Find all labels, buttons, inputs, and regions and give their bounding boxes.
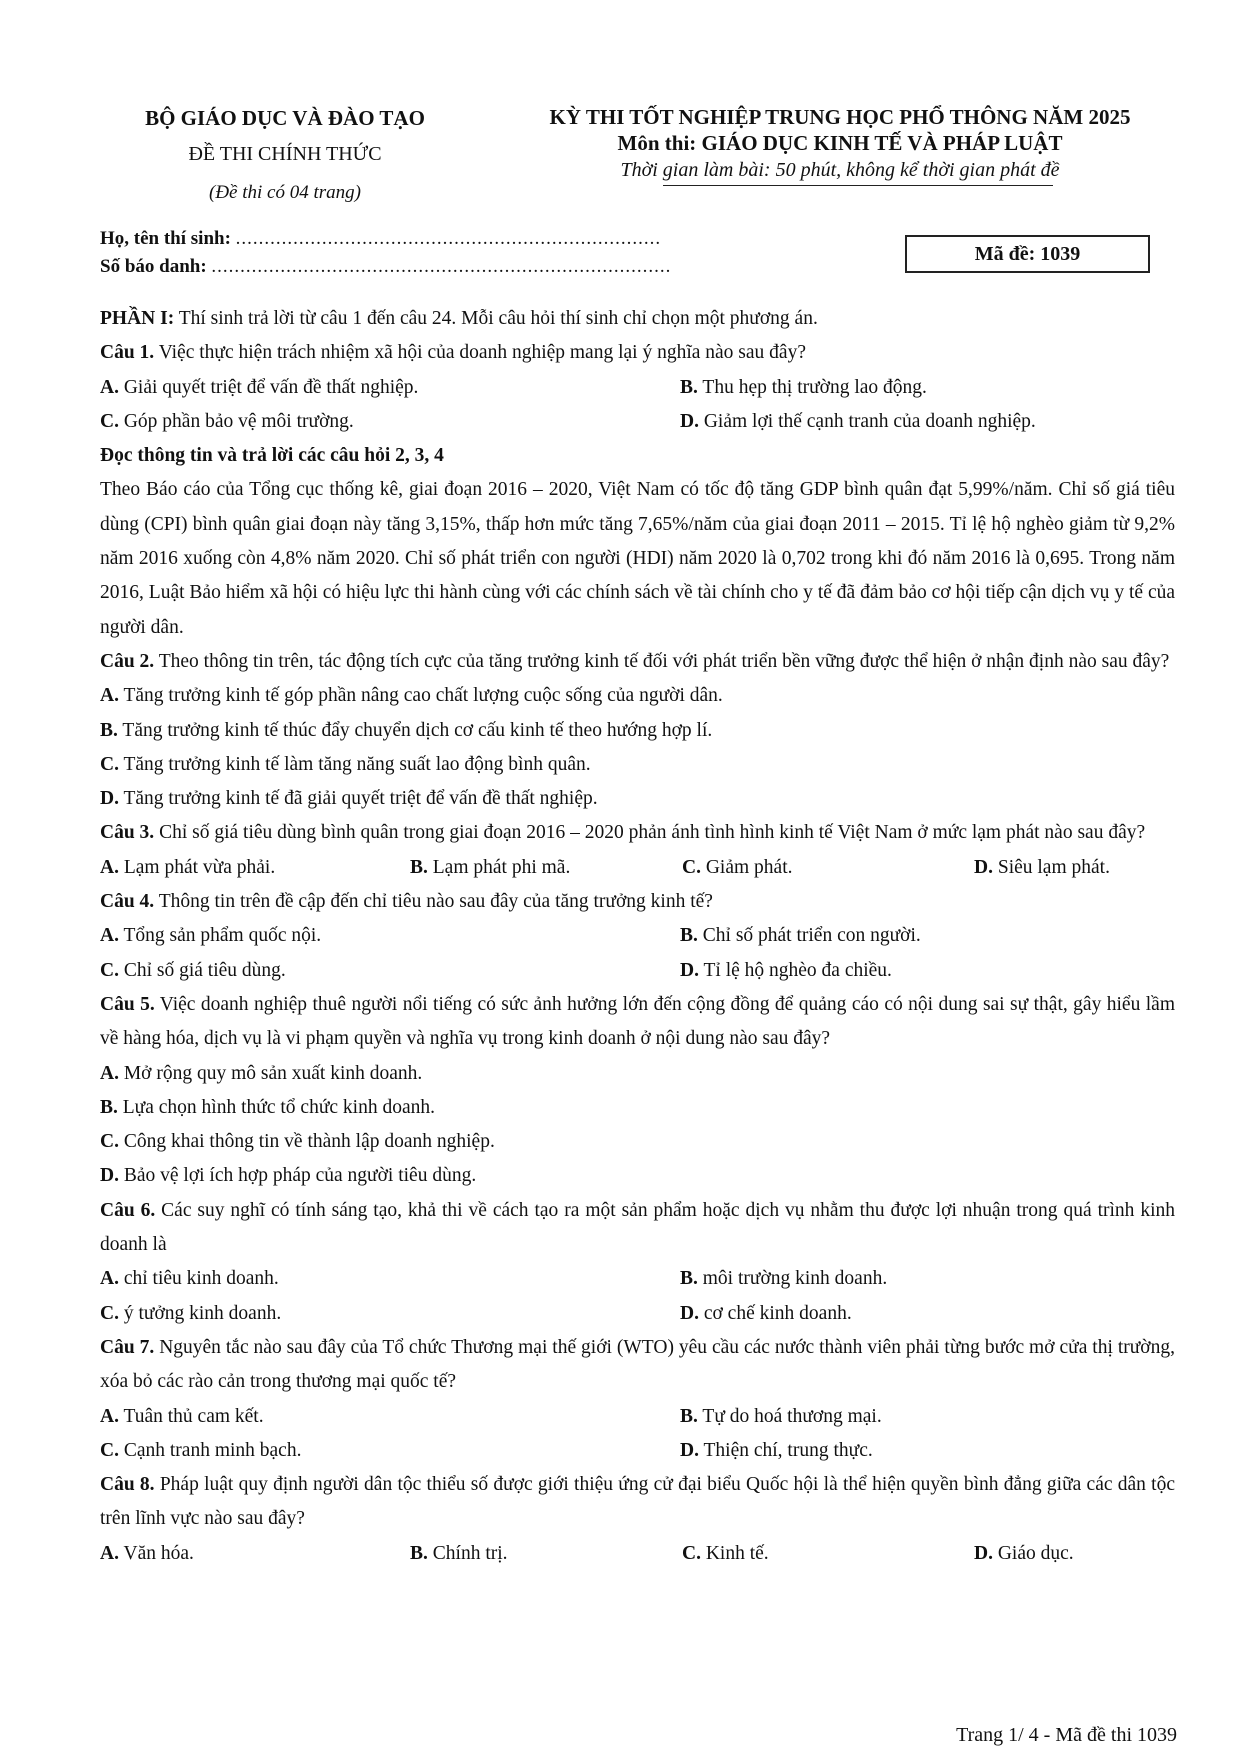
question-1-option-b xyxy=(680,371,927,405)
option-text: Thu hẹp thị trường lao động. xyxy=(697,376,927,398)
part1-label: PHẦN I: xyxy=(100,308,175,329)
option-text: Công khai thông tin về thành lập doanh nghiệp. xyxy=(118,1131,495,1153)
option-text: Tăng trưởng kinh tế đã giải quyết triệt để vấn đề thất nghiệp. xyxy=(118,788,598,810)
question-1-option-a xyxy=(100,371,680,405)
option-label: B. xyxy=(100,1096,118,1118)
option-label: A. xyxy=(100,376,119,398)
exam-code-box: Mã đề: 1039 xyxy=(905,235,1150,273)
question-5-option-a xyxy=(100,1057,1175,1091)
option-label: D. xyxy=(680,1439,699,1461)
option-label: D. xyxy=(100,1165,119,1187)
option-text: Tăng trưởng kinh tế làm tăng năng suất lao động bình quân. xyxy=(118,753,591,775)
question-1-option-c xyxy=(100,405,680,439)
option-label: D. xyxy=(974,1542,993,1564)
page-footer: Trang 1/ 4 - Mã đề thi 1039 xyxy=(956,1724,1177,1746)
question-1-option-d xyxy=(680,405,1036,439)
question-6-options-row-2 xyxy=(100,1297,1175,1331)
option-text: cơ chế kinh doanh. xyxy=(698,1302,852,1324)
option-text: Tổng sản phẩm quốc nội. xyxy=(118,925,322,947)
option-label: D. xyxy=(680,1302,699,1324)
question-5-text: Việc doanh nghiệp thuê người nổi tiếng có sức ảnh hưởng lớn đến cộng đồng để quảng cáo có nội dung sai sự thật, gây hiểu lầm về hàng hóa, dịch vụ là vi phạm quyền và nghĩa vụ trong kinh doanh ở nội dung nào sau đây? xyxy=(100,993,1175,1050)
question-8 xyxy=(100,1468,1175,1537)
candidate-id-line xyxy=(100,256,671,278)
option-text: Tăng trưởng kinh tế góp phần nâng cao chất lượng cuộc sống của người dân. xyxy=(118,685,723,707)
reading-passage: Theo Báo cáo của Tổng cục thống kê, giai đoạn 2016 – 2020, Việt Nam có tốc độ tăng GDP bình quân đạt 5,99%/năm. Chỉ số giá tiêu dùng (CPI) bình quân giai đoạn này tăng 3,15%, thấp hơn mức tăng 7,65%/năm của giai đoạn 2011 – 2015. Tỉ lệ hộ nghèo giảm từ 9,2% năm 2016 xuống còn 4,8% năm 2020. Chỉ số phát triển con người (HDI) năm 2020 là 0,702 trong khi đó năm 2016 là 0,695. Trong năm 2016, Luật Bảo hiểm xã hội có hiệu lực thi hành cùng với các chính sách về tài chính cho y tế đã đảm bảo cơ hội tiếp cận dịch vụ y tế của người dân. xyxy=(100,479,1175,638)
question-1-text: Việc thực hiện trách nhiệm xã hội của doanh nghiệp mang lại ý nghĩa nào sau đây? xyxy=(154,342,806,364)
question-2-option-c xyxy=(100,748,1175,782)
option-text: Văn hóa. xyxy=(118,1542,194,1564)
option-label: B. xyxy=(680,925,698,947)
option-text: Mở rộng quy mô sản xuất kinh doanh. xyxy=(118,1062,423,1084)
option-label: A. xyxy=(100,1268,119,1290)
option-label: C. xyxy=(100,1439,119,1461)
pages-note: (Đề thi có 04 trang) xyxy=(209,182,361,203)
question-4-options-row-1 xyxy=(100,919,1175,953)
option-label: C. xyxy=(682,1542,701,1564)
header-left xyxy=(100,104,470,206)
option-label: B. xyxy=(410,856,428,878)
question-1-options-row-2 xyxy=(100,405,1175,439)
question-7-option-c xyxy=(100,1434,680,1468)
question-7-options-row-2 xyxy=(100,1434,1175,1468)
option-text: Thiện chí, trung thực. xyxy=(698,1439,873,1461)
option-text: Chính trị. xyxy=(427,1542,508,1564)
option-text: Kinh tế. xyxy=(700,1542,769,1564)
option-text: môi trường kinh doanh. xyxy=(697,1268,888,1290)
option-label: D. xyxy=(974,856,993,878)
question-6 xyxy=(100,1194,1175,1263)
option-label: C. xyxy=(100,1131,119,1153)
question-3-text: Chỉ số giá tiêu dùng bình quân trong giai đoạn 2016 – 2020 phản ánh tình hình kinh tế Việt Nam ở mức lạm phát nào sau đây? xyxy=(154,822,1146,844)
question-6-options-row-1 xyxy=(100,1262,1175,1296)
option-text: Lạm phát vừa phải. xyxy=(118,856,276,878)
option-label: D. xyxy=(680,959,699,981)
candidate-name-line xyxy=(100,228,661,250)
option-text: ý tưởng kinh doanh. xyxy=(118,1302,282,1324)
question-2-option-a xyxy=(100,679,1175,713)
option-text: Giảm phát. xyxy=(700,856,793,878)
question-5 xyxy=(100,988,1175,1057)
candidate-name-dots: .......................................................................... xyxy=(235,228,662,249)
question-8-option-c xyxy=(682,1537,974,1571)
question-6-option-c xyxy=(100,1297,680,1331)
question-7-option-a xyxy=(100,1400,680,1434)
part1-text: Thí sinh trả lời từ câu 1 đến câu 24. Mỗi câu hỏi thí sinh chỉ chọn một phương án. xyxy=(174,308,818,329)
option-text: Lạm phát phi mã. xyxy=(427,856,571,878)
option-label: B. xyxy=(100,719,118,741)
time-note: Thời gian làm bài: 50 phút, không kể thời gian phát đề xyxy=(620,159,1060,181)
question-2-option-d xyxy=(100,782,1175,816)
question-1-options-row-1 xyxy=(100,371,1175,405)
question-4-options-row-2 xyxy=(100,954,1175,988)
question-7 xyxy=(100,1331,1175,1400)
option-text: Tăng trưởng kinh tế thúc đẩy chuyển dịch cơ cấu kinh tế theo hướng hợp lí. xyxy=(117,719,713,741)
question-7-options-row-1 xyxy=(100,1400,1175,1434)
option-label: D. xyxy=(680,410,699,432)
question-4 xyxy=(100,885,1175,919)
question-5-number: Câu 5. xyxy=(100,993,155,1015)
option-text: Bảo vệ lợi ích hợp pháp của người tiêu dùng. xyxy=(118,1165,477,1187)
option-text: Lựa chọn hình thức tổ chức kinh doanh. xyxy=(117,1096,435,1118)
option-text: Siêu lạm phát. xyxy=(992,856,1110,878)
question-2 xyxy=(100,645,1175,679)
question-8-number: Câu 8. xyxy=(100,1474,155,1496)
option-text: Giảm lợi thế cạnh tranh của doanh nghiệp. xyxy=(698,410,1036,432)
question-8-option-d xyxy=(974,1537,1074,1571)
option-label: C. xyxy=(100,410,119,432)
question-5-option-d xyxy=(100,1159,1175,1193)
question-4-option-b xyxy=(680,919,921,953)
question-8-options xyxy=(100,1537,1175,1571)
option-text: Giải quyết triệt để vấn đề thất nghiệp. xyxy=(118,376,419,398)
question-7-option-b xyxy=(680,1400,882,1434)
header-right xyxy=(500,104,1180,186)
question-3-option-c xyxy=(682,851,974,885)
option-label: A. xyxy=(100,685,119,707)
question-6-option-b xyxy=(680,1262,887,1296)
candidate-id-label: Số báo danh: xyxy=(100,256,207,277)
option-text: chỉ tiêu kinh doanh. xyxy=(118,1268,279,1290)
question-2-text: Theo thông tin trên, tác động tích cực của tăng trưởng kinh tế đối với phát triển bền vững được thể hiện ở nhận định nào sau đây? xyxy=(154,650,1170,672)
question-8-option-b xyxy=(410,1537,682,1571)
question-6-number: Câu 6. xyxy=(100,1199,156,1221)
question-8-text: Pháp luật quy định người dân tộc thiểu số được giới thiệu ứng cử đại biểu Quốc hội là thể hiện quyền bình đẳng giữa các dân tộc trên lĩnh vực nào sau đây? xyxy=(100,1474,1175,1530)
subject-line: Môn thi: GIÁO DỤC KINH TẾ VÀ PHÁP LUẬT xyxy=(617,131,1063,155)
question-6-option-a xyxy=(100,1262,680,1296)
question-7-number: Câu 7. xyxy=(100,1336,155,1358)
question-4-option-c xyxy=(100,954,680,988)
option-label: A. xyxy=(100,1542,119,1564)
option-text: Cạnh tranh minh bạch. xyxy=(118,1439,302,1461)
exam-title: KỲ THI TỐT NGHIỆP TRUNG HỌC PHỔ THÔNG NĂM 2025 xyxy=(549,105,1131,129)
question-5-option-b xyxy=(100,1091,1175,1125)
question-3-number: Câu 3. xyxy=(100,822,155,844)
part1-instruction xyxy=(100,302,1175,336)
option-label: B. xyxy=(680,1268,698,1290)
option-label: A. xyxy=(100,1405,119,1427)
question-4-number: Câu 4. xyxy=(100,891,155,913)
option-label: B. xyxy=(410,1542,428,1564)
ministry-name: BỘ GIÁO DỤC VÀ ĐÀO TẠO xyxy=(145,106,425,130)
question-4-option-a xyxy=(100,919,680,953)
question-3-option-b xyxy=(410,851,682,885)
option-text: Tự do hoá thương mại. xyxy=(697,1405,882,1427)
exam-content xyxy=(100,302,1175,1571)
option-label: C. xyxy=(100,959,119,981)
official-label: ĐỀ THI CHÍNH THỨC xyxy=(188,143,382,165)
option-label: D. xyxy=(100,788,119,810)
option-text: Góp phần bảo vệ môi trường. xyxy=(118,410,354,432)
option-label: C. xyxy=(682,856,701,878)
question-3-options xyxy=(100,851,1175,885)
question-7-option-d xyxy=(680,1434,873,1468)
question-7-text: Nguyên tắc nào sau đây của Tổ chức Thương mại thế giới (WTO) yêu cầu các nước thành viên phải từng bước mở cửa thị trường, xóa bỏ các rào cản trong thương mại quốc tế? xyxy=(100,1336,1175,1393)
option-text: Tỉ lệ hộ nghèo đa chiều. xyxy=(698,959,892,981)
question-2-number: Câu 2. xyxy=(100,650,155,672)
candidate-id-dots: ................................................................................ xyxy=(211,256,672,277)
option-text: Chỉ số giá tiêu dùng. xyxy=(118,959,286,981)
reading-heading: Đọc thông tin và trả lời các câu hỏi 2, 3, 4 xyxy=(100,445,444,467)
question-4-text: Thông tin trên đề cập đến chỉ tiêu nào sau đây của tăng trưởng kinh tế? xyxy=(154,891,713,913)
option-text: Chỉ số phát triển con người. xyxy=(697,925,921,947)
question-3-option-a xyxy=(100,851,410,885)
question-1-number: Câu 1. xyxy=(100,342,155,364)
option-label: B. xyxy=(680,376,698,398)
question-6-option-d xyxy=(680,1297,852,1331)
question-2-option-b xyxy=(100,714,1175,748)
option-text: Giáo dục. xyxy=(992,1542,1074,1564)
question-4-option-d xyxy=(680,954,892,988)
question-3 xyxy=(100,816,1175,850)
option-label: A. xyxy=(100,925,119,947)
candidate-name-label: Họ, tên thí sinh: xyxy=(100,228,231,249)
option-text: Tuân thủ cam kết. xyxy=(118,1405,264,1427)
question-3-option-d xyxy=(974,851,1110,885)
time-underline xyxy=(663,185,1053,186)
option-label: A. xyxy=(100,1062,119,1084)
question-8-option-a xyxy=(100,1537,410,1571)
question-6-text: Các suy nghĩ có tính sáng tạo, khả thi về cách tạo ra một sản phẩm hoặc dịch vụ nhằm thu được lợi nhuận trong quá trình kinh doanh là xyxy=(100,1199,1175,1256)
question-5-option-c xyxy=(100,1125,1175,1159)
option-label: C. xyxy=(100,1302,119,1324)
option-label: C. xyxy=(100,753,119,775)
option-label: A. xyxy=(100,856,119,878)
option-label: B. xyxy=(680,1405,698,1427)
question-1 xyxy=(100,336,1175,370)
